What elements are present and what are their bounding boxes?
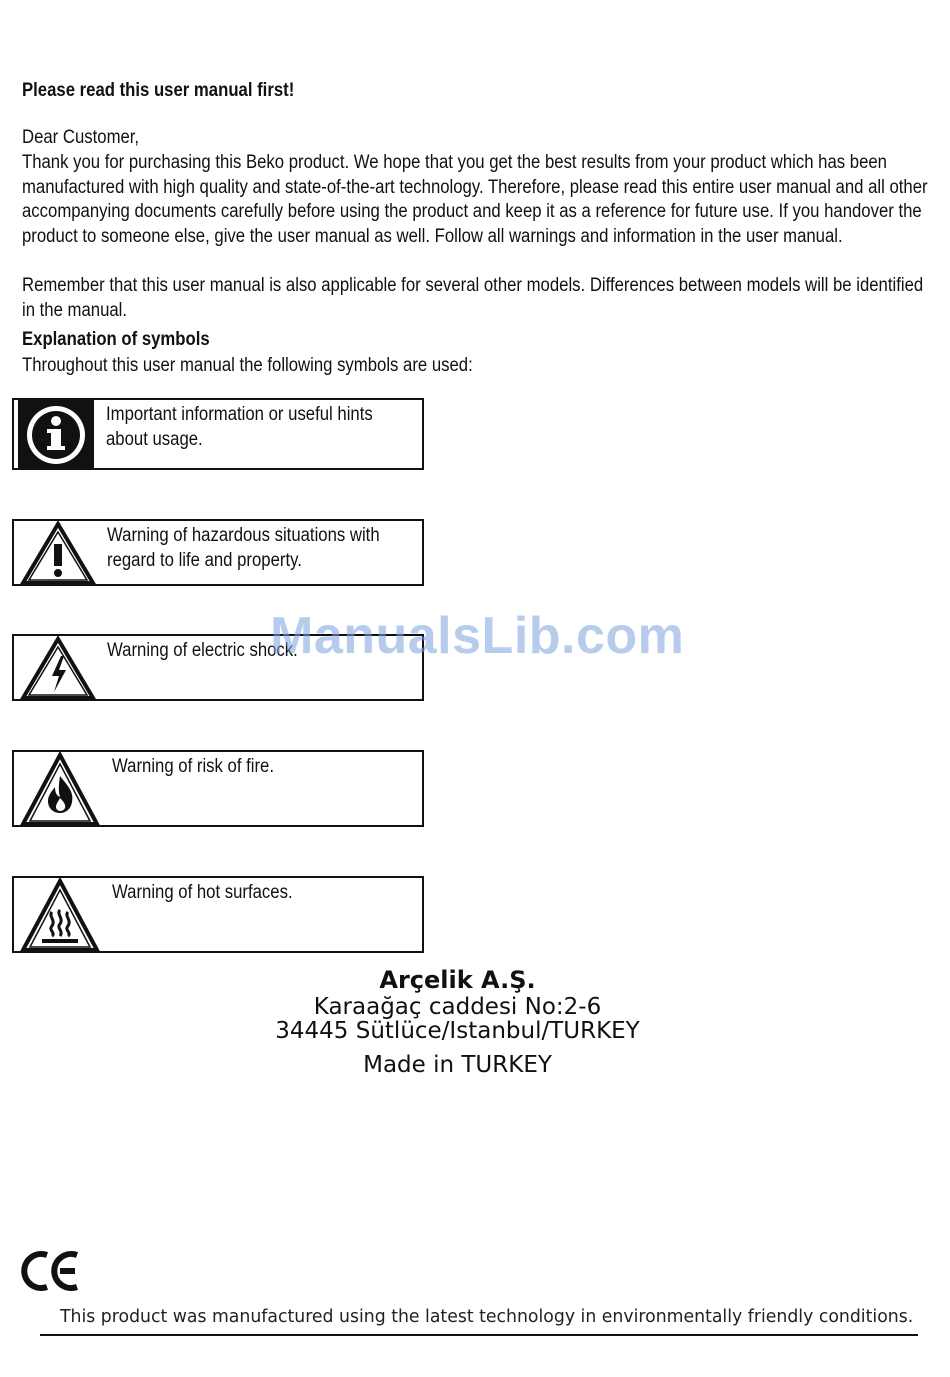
page-title: Please read this user manual first! xyxy=(22,80,295,101)
symbol-hot-surface-text: Warning of hot surfaces. xyxy=(112,882,293,903)
symbol-box-info xyxy=(12,398,424,470)
manufacturer-street: Karaağaç caddesi No:2-6 xyxy=(313,994,602,1020)
symbol-electric-shock-text: Warning of electric shock. xyxy=(107,640,298,661)
fire-icon xyxy=(20,752,100,831)
symbol-box-hot-surface xyxy=(12,876,424,953)
symbol-box-fire xyxy=(12,750,424,827)
symbol-info-text-line1: Important information or useful hints xyxy=(106,404,373,425)
hot-surface-icon xyxy=(20,878,100,957)
made-in-label: Made in TURKEY xyxy=(363,1052,552,1078)
warning-icon xyxy=(20,521,96,590)
ce-mark-icon xyxy=(20,1250,82,1297)
manufacturer-company: Arçelik A.Ş. xyxy=(379,966,536,994)
symbols-heading: Explanation of symbols xyxy=(22,329,210,350)
footer-note: This product was manufactured using the latest technology in environmentally friendly conditions. xyxy=(60,1306,914,1327)
manufacturer-city: 34445 Sütlüce/Istanbul/TURKEY xyxy=(275,1018,640,1044)
watermark: ManualsLib.com xyxy=(270,607,685,665)
footer-divider xyxy=(40,1334,918,1336)
symbol-fire-text: Warning of risk of fire. xyxy=(112,756,274,777)
symbol-warning-text-line2: regard to life and property. xyxy=(107,550,302,571)
symbol-box-warning xyxy=(12,519,424,586)
info-icon xyxy=(18,400,94,473)
symbol-warning-text-line1: Warning of hazardous situations with xyxy=(107,525,380,546)
models-note-paragraph: Remember that this user manual is also applicable for several other models. Differences between models will be identified in the manual. xyxy=(22,275,924,321)
symbols-intro: Throughout this user manual the following symbols are used: xyxy=(22,355,473,376)
symbol-info-text-line2: about usage. xyxy=(106,429,203,450)
greeting: Dear Customer, xyxy=(22,127,140,148)
intro-paragraph: Thank you for purchasing this Beko product. We hope that you get the best results from your product which has been manufactured with high quality and state-of-the-art technology. Therefore, please read this entire user manual and all other accompanying documents carefully before using the product and keep it as a reference for future use. If you handover the product to someone else, give the user manual as well. Follow all warnings and information in the user manual. xyxy=(22,152,928,247)
electric-shock-icon xyxy=(20,636,96,705)
